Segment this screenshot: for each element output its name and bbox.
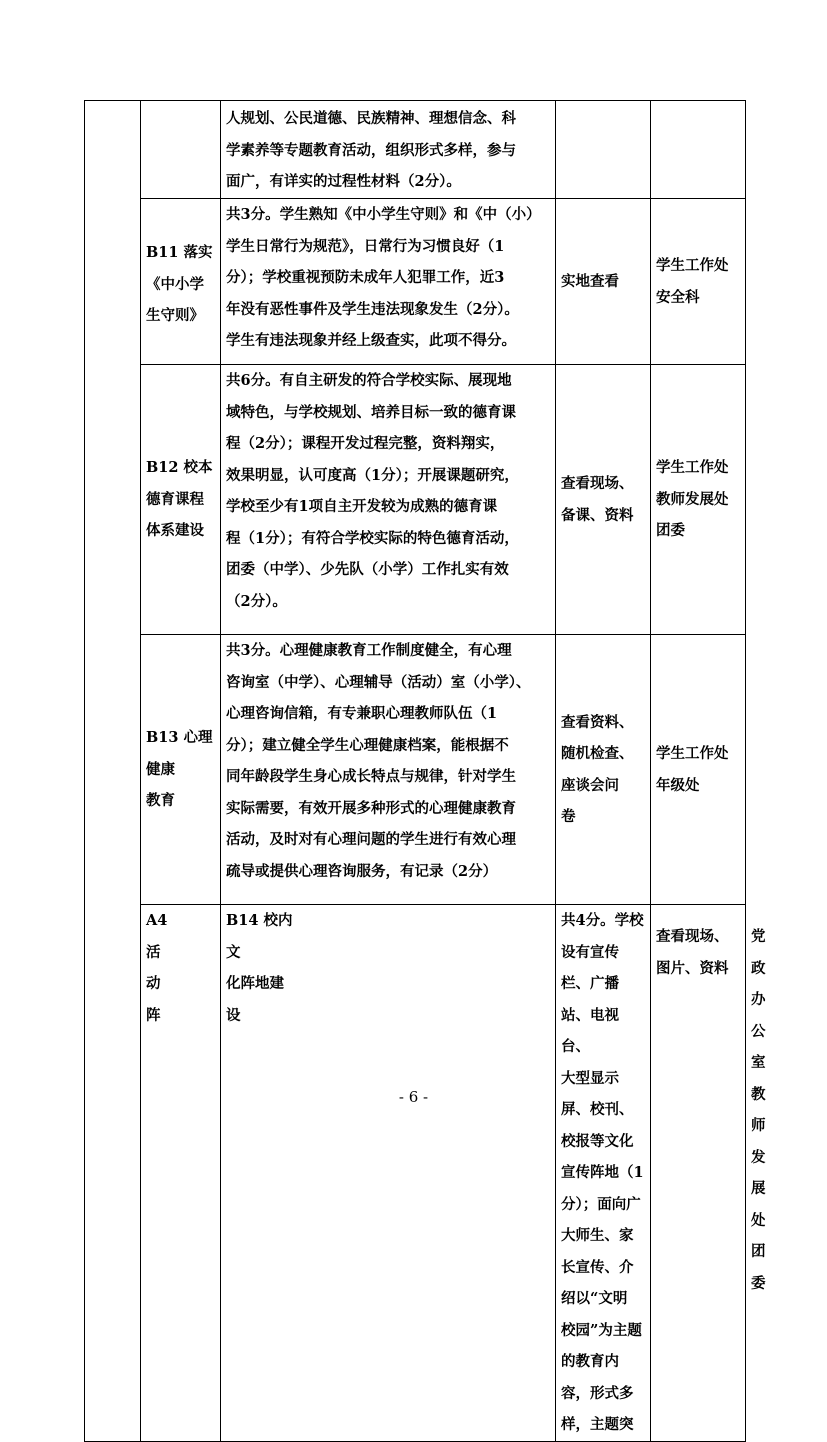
department-cell: 学生工作处 教师发展处 团委: [651, 365, 746, 635]
department-cell: 学生工作处 年级处: [651, 635, 746, 905]
table-row: [85, 199, 746, 365]
item-cell: B11 落实 《中小学 生守则》: [141, 199, 221, 365]
method-cell: 查看现场、 备课、资料: [556, 365, 651, 635]
page-number: - 6 -: [398, 1088, 429, 1106]
table-row: A4 活 动 阵 B14 校内 文 化阵地建 设 共4分。学校设有宣传栏、广播站、电视台、 大型显示屏、校刊、校报等文化宣传阵地（1 分）；面向广大师生、家长宣传、介绍以“文明 校园”为主题的教育内容，形式多样，主题突 查看现场、 图片、资料 党政办公室 教师发展处 团委: [85, 905, 746, 1442]
table-row: [85, 365, 746, 635]
item-cell: [141, 101, 221, 199]
method-cell: 实地查看: [556, 199, 651, 365]
category-cell-a3: [85, 101, 141, 1442]
criteria-cell: 共4分。学校设有宣传栏、广播站、电视台、 大型显示屏、校刊、校报等文化宣传阵地（1 分）；面向广大师生、家长宣传、介绍以“文明 校园”为主题的教育内容，形式多样，主题突: [556, 905, 651, 1442]
method-cell: 查看资料、 随机检查、 座谈会问 卷: [556, 635, 651, 905]
table-row: [85, 101, 746, 199]
criteria-cell: 共6分。有自主研发的符合学校实际、展现地 域特色，与学校规划、培养目标一致的德育课 程（2分）；课程开发过程完整，资料翔实， 效果明显，认可度高（1分）；开展课题研究， 学校至少有1项自主开发较为成熟的德育课 程（1分）；有符合学校实际的特色德育活动， 团委（中学）、少先队（小学）工作扎实有效 （2分）。: [221, 365, 556, 635]
method-cell: 查看现场、 图片、资料: [651, 905, 746, 1442]
category-cell-a4: A4 活 动 阵: [141, 905, 221, 1442]
item-cell: B12 校本 德育课程 体系建设: [141, 365, 221, 635]
evaluation-table: [84, 100, 766, 1442]
criteria-cell: 共3分。心理健康教育工作制度健全，有心理 咨询室（中学）、心理辅导（活动）室（小学）、 心理咨询信箱，有专兼职心理教师队伍（1 分）；建立健全学生心理健康档案，能根据不 同年龄段学生身心成长特点与规律，针对学生 实际需要，有效开展多种形式的心理健康教育 活动，及时对有心理问题的学生进行有效心理 疏导或提供心理咨询服务，有记录（2分）: [221, 635, 556, 905]
method-cell: [556, 101, 651, 199]
department-cell: 学生工作处 安全科: [651, 199, 746, 365]
criteria-cell: 人规划、公民道德、民族精神、理想信念、科 学素养等专题教育活动，组织形式多样，参与 面广，有详实的过程性材料（2分）。: [221, 101, 556, 199]
item-cell: B13 心理 健康 教育: [141, 635, 221, 905]
criteria-cell: 共3分。学生熟知《中小学生守则》和《中（小） 学生日常行为规范》，日常行为习惯良好（1 分）；学校重视预防未成年人犯罪工作，近3 年没有恶性事件及学生违法现象发生（2分）。 学生有违法现象并经上级查实，此项不得分。: [221, 199, 556, 365]
item-cell: B14 校内 文 化阵地建 设: [221, 905, 556, 1442]
department-cell: [651, 101, 746, 199]
table-row: [85, 635, 746, 905]
